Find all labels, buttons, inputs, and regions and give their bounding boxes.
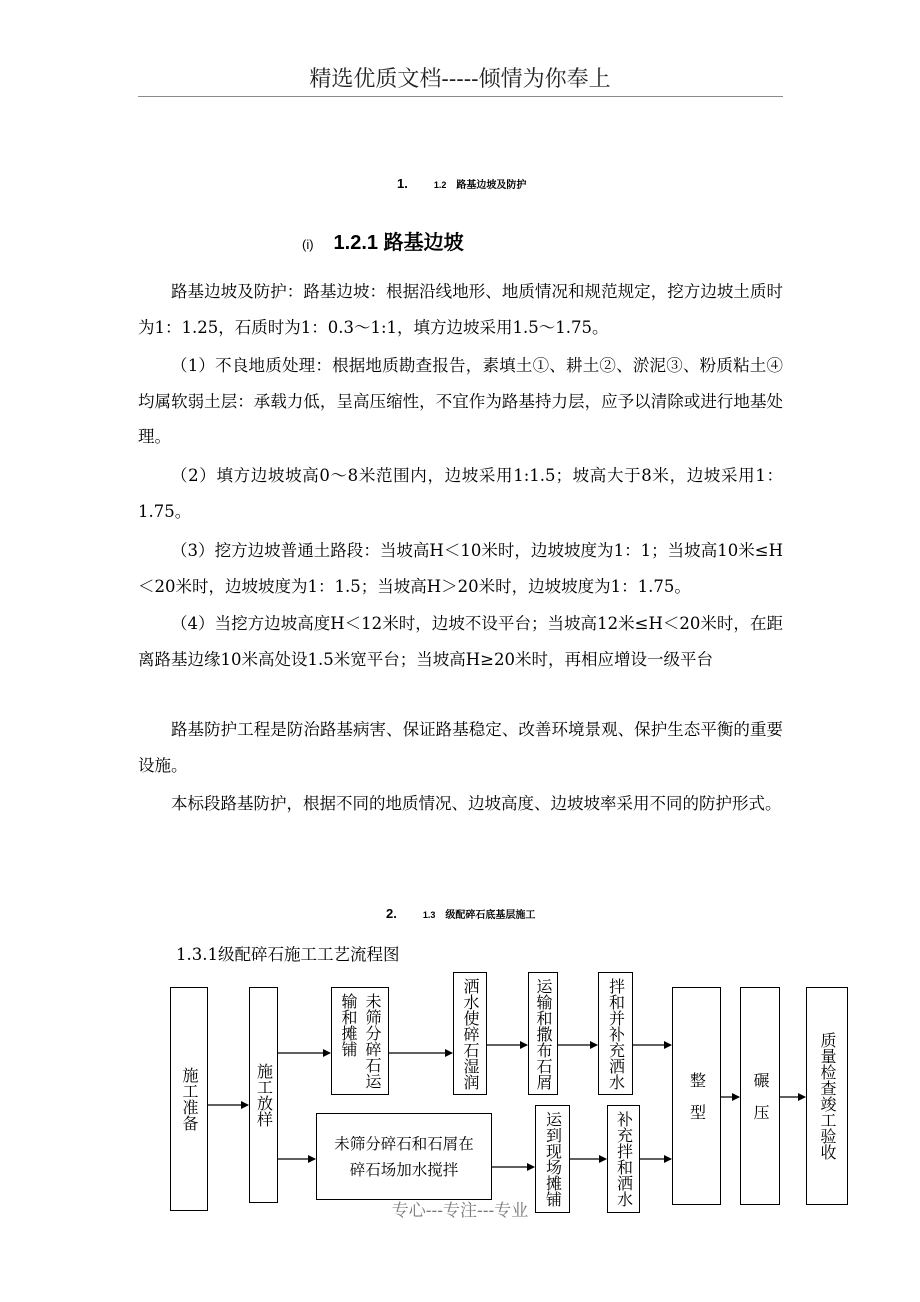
section-number: 1. — [397, 176, 408, 191]
section-number: 2. — [386, 906, 397, 921]
section-sub-number: 1.2 — [433, 180, 447, 190]
page-header-title: 精选优质文档-----倾情为你奉上 — [309, 67, 611, 92]
paragraph-slope-intro: 路基边坡及防护：路基边坡：根据沿线地形、地质情况和规范规定，挖方边坡土质时为1：1.25，石质时为1：0.3～1:1，填方边坡采用1.5～1.75。 — [138, 282, 783, 337]
flowchart-caption: 1.3.1级配碎石施工工艺流程图 — [176, 945, 400, 964]
box-label: 施工准备 — [180, 1067, 199, 1131]
box-label: 拌和并补充洒水 — [606, 977, 626, 1090]
paragraph-protection-purpose: 路基防护工程是防治路基病害、保证路基稳定、改善环境景观、保护生态平衡的重要设施。 — [138, 720, 783, 775]
box-label: 补充拌和洒水 — [614, 1111, 634, 1207]
box-label: 未筛分碎石运输和摊铺 — [339, 993, 382, 1089]
paragraph-cut-slope: （3）挖方边坡普通土路段：当坡高H＜10米时，边坡坡度为1：1；当坡高10米≤H＜20米时，边坡坡度为1：1.5；当坡高H＞20米时，边坡坡度为1：1.75。 — [138, 541, 783, 596]
box-label: 运输和撒布石屑 — [534, 977, 553, 1090]
section-sub-number: 1.3 — [422, 910, 436, 920]
box-label: 未筛分碎石和石屑在碎石场加水搅拌 — [334, 1134, 474, 1179]
subsection-title: 1.2.1 路基边坡 — [333, 232, 464, 254]
subsection-level: (i) — [302, 237, 314, 252]
paragraph-protection-form: 本标段路基防护，根据不同的地质情况、边坡高度、边坡坡率采用不同的防护形式。 — [171, 794, 782, 813]
page-footer: 专心---专注---专业 — [391, 1201, 529, 1221]
box-label: 碾 压 — [751, 1072, 770, 1120]
paragraph-bad-geology: （1）不良地质处理：根据地质勘查报告，素填土①、耕土②、淤泥③、粉质粘土④均属软弱土层：承载力低，呈高压缩性，不宜作为路基持力层，应予以清除或进行地基处理。 — [138, 356, 783, 446]
box-label: 洒水使碎石湿润 — [461, 977, 480, 1090]
box-label: 施工放样 — [254, 1063, 274, 1127]
section-title: 级配碎石底基层施工 — [445, 910, 536, 921]
box-label: 运到现场摊铺 — [543, 1111, 563, 1207]
box-label: 质量检查竣工验收 — [818, 1032, 837, 1160]
paragraph-platform: （4）当挖方边坡高度H＜12米时，边坡不设平台；当坡高12米≤H＜20米时，在距离路基边缘10米高处设1.5米宽平台；当坡高H≥20米时，再相应增设一级平台 — [138, 614, 783, 669]
section-title: 路基边坡及防护 — [456, 180, 527, 191]
box-label: 整 型 — [687, 1072, 707, 1120]
paragraph-fill-slope: （2）填方边坡坡高0～8米范围内，边坡采用1:1.5；坡高大于8米，边坡采用1：1.75。 — [138, 466, 783, 521]
